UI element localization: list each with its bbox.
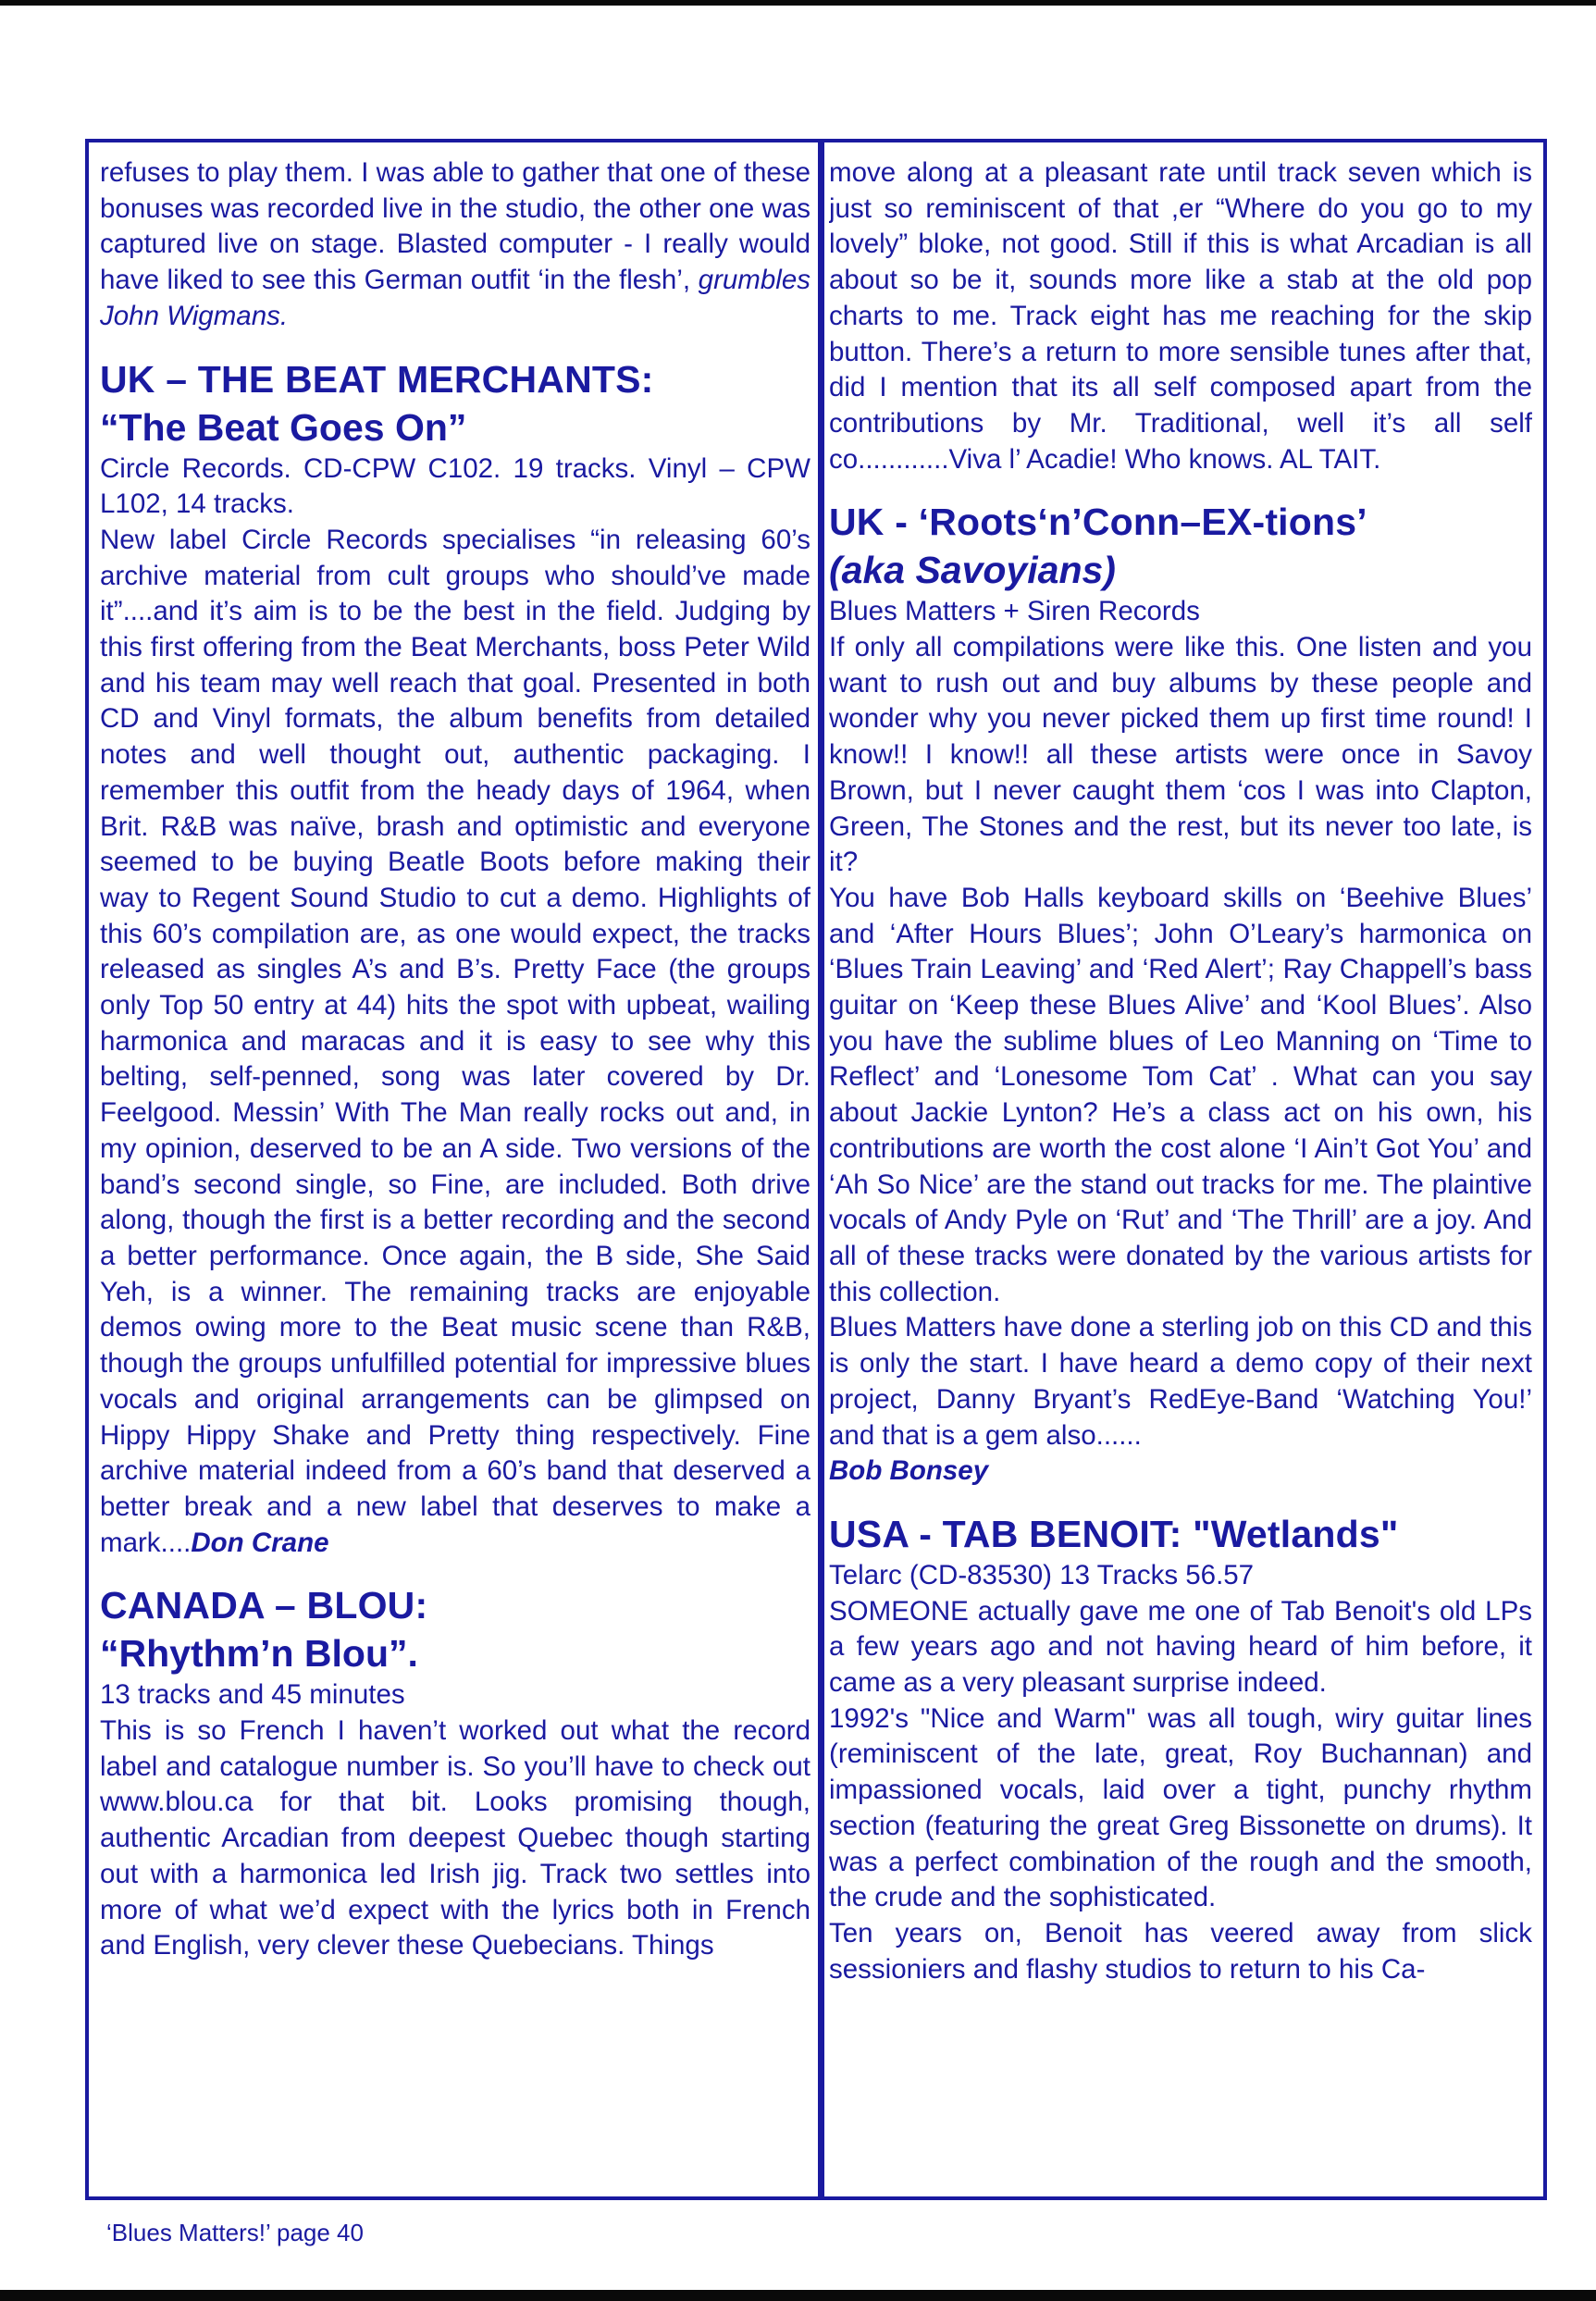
review-heading: UK - ‘Roots‘n’Conn–EX-tions’ [829, 501, 1367, 544]
review-signature: Bob Bonsey [829, 1455, 989, 1487]
review-release-info: Telarc (CD-83530) 13 Tracks 56.57 [829, 1559, 1255, 1590]
review-release-info: Circle Records. CD-CPW C102. 19 tracks. Vinyl – CPW L102, 14 tracks. [100, 452, 810, 520]
review-heading: UK – THE BEAT MERCHANTS: [100, 357, 654, 401]
continued-paragraph: move along at a pleasant rate until track seven which is just so reminiscent of that ,er “Where do you go to my lovely” bloke, not good. Still if this is what Arcadian is all about so be it, sounds more like a stab at the old pop charts to me. Track eight has me reaching for the skip button. There’s a return to more sensible tunes after that, did I mention that its all self composed apart from the contributions by Mr. Traditional, well it’s all self co............Viva l’ Acadie! Who knows. AL TAIT. [829, 157, 1532, 475]
review-body-text: New label Circle Records specialises “in releasing 60’s archive material from cult groups who should’ve made it”....and it’s aim is to be the best in the field. Judging by this first offering from the Beat Merchants, boss Peter Wild and his team may well reach that goal. Presented in both CD and Vinyl formats, the album benefits from detailed notes and well thought out, authentic packaging. I remember this outfit from the heady days of 1964, when Brit. R&B was naïve, brash and optimistic and everyone seemed to be buying Beatle Boots before making their way to Regent Sound Studio to cut a demo. Highlights of this 60’s compilation are, as one would expect, the tracks released as singles A’s and B’s. Pretty Face (the groups only Top 50 entry at 44) hits the spot with upbeat, wailing harmonica and maracas and it is easy to see why this belting, self-penned, song was later covered by Dr. Feelgood. Messin’ With The Man really rocks out and, in my opinion, deserved to be an A side. Two versions of the band’s second single, so Fine, are included. Both drive along, though the first is a better recording and the second a better performance. Once again, the B side, She Said Yeh, is a winner. The remaining tracks are enjoyable demos owing more to the Beat music scene than R&B, though the groups unfulfilled potential for impressive blues vocals and original arrangements can be glimpsed on Hippy Hippy Shake and Pretty thing respectively. Fine archive material indeed from a 60’s band that deserved a better break and a new label that deserves to make a mark.... [100, 524, 810, 1558]
review-heading: CANADA – BLOU: [100, 1584, 428, 1627]
review-heading: USA - TAB BENOIT: "Wetlands" [829, 1512, 1399, 1555]
review-body: This is so French I haven’t worked out what the record label and catalogue number is. So you’ll have to check out www.blou.ca for that bit. Looks promising though, authentic Arcadian from deepest Quebec though starting out with a harmonica led Irish jig. Track two settles into more of what we’d expect with the lyrics both in French and English, very clever these Quebecians. Things [100, 1715, 810, 1961]
intro-text: refuses to play them. I was able to gather that one of these bonuses was recorded live in the studio, the other one was captured live on stage. Blasted computer - I really would have liked to see this German outfit ‘in the flesh’, [100, 157, 810, 296]
scan-bottom-edge [0, 2290, 1596, 2301]
review-body: Blues Matters have done a sterling job on this CD and this is only the start. I have heard a demo copy of their next project, Danny Bryant’s RedEye-Band ‘Watching You!’ and that is a gem also...... [829, 1312, 1532, 1451]
review-body: If only all compilations were like this. One listen and you want to rush out and buy albums by these people and wonder why you never picked them up first time round! I know!! I know!! all these artists were once in Savoy Brown, but I never caught them ‘cos I was into Clapton, Green, The Stones and the rest, but its never too late, is it? [829, 632, 1532, 878]
column-divider [818, 139, 824, 2200]
review-body: 1992's "Nice and Warm" was all tough, wiry guitar lines (reminiscent of the late, great, Roy Buchannan) and impassioned vocals, laid over a tight, punchy rhythm section (featuring the great Greg Bissonette on drums). It was a perfect combination of the rough and the smooth, the crude and the sophisticated. [829, 1702, 1532, 1913]
review-release-info: Blues Matters + Siren Records [829, 596, 1200, 627]
intro-signature: grumbles John Wigmans. [100, 265, 810, 331]
review-album-title: “Rhythm’n Blou”. [100, 1632, 418, 1676]
scan-top-edge [0, 0, 1596, 6]
review-body: SOMEONE actually gave me one of Tab Benoit's old LPs a few years ago and not having heard of him before, it came as a very pleasant surprise indeed. [829, 1595, 1532, 1699]
review-signature: Don Crane [191, 1527, 329, 1558]
page-footer: ‘Blues Matters!’ page 40 [106, 2219, 364, 2246]
review-body [100, 523, 810, 1561]
review-subheading: (aka Savoyians) [829, 549, 1116, 592]
review-body: You have Bob Halls keyboard skills on ‘Beehive Blues’ and ‘After Hours Blues’; John O’Leary’s harmonica on ‘Blues Train Leaving’ and ‘Red Alert’; Ray Chappell’s bass guitar on ‘Keep these Blues Alive’ and ‘Kool Blues’. Also you have the sublime blues of Leo Manning on ‘Time to Reflect’ and ‘Lonesome Tom Cat’ . What can you say about Jackie Lynton? He’s a class act on his own, his contributions are worth the cost alone ‘I Ain’t Got You’ and ‘Ah So Nice’ are the stand out tracks for me. The plaintive vocals of Andy Pyle on ‘Rut’ and ‘The Thrill’ are a joy. And all of these tracks were donated by the various artists for this collection. [829, 882, 1532, 1307]
review-release-info: 13 tracks and 45 minutes [100, 1679, 405, 1711]
right-column [829, 155, 1532, 2191]
review-body: Ten years on, Benoit has veered away from slick sessioniers and flashy studios to return to his Ca- [829, 1917, 1532, 1985]
intro-paragraph [100, 155, 810, 335]
review-album-title: “The Beat Goes On” [100, 405, 467, 449]
left-column [100, 155, 810, 2191]
